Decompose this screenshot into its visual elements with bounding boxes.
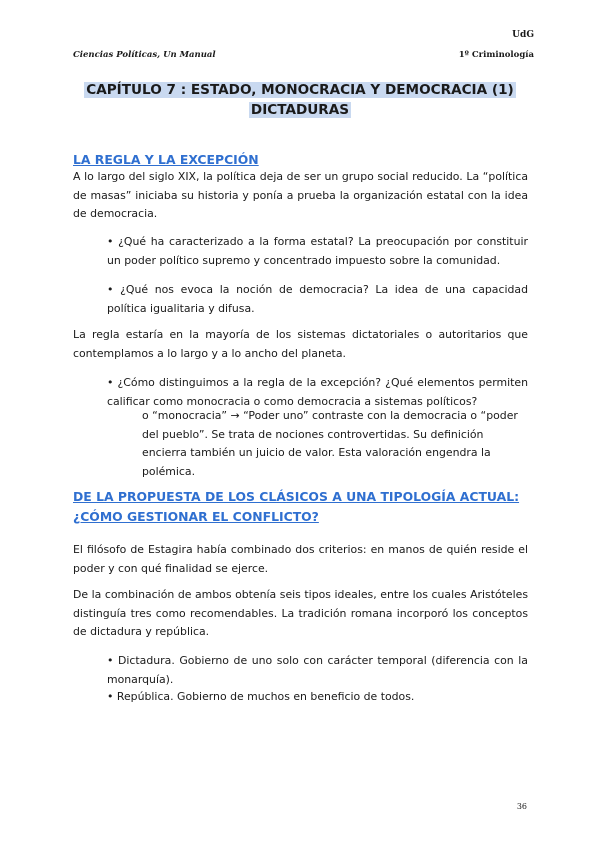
section-heading-line2: ¿CÓMO GESTIONAR EL CONFLICTO? (73, 509, 319, 524)
page-number: 36 (516, 802, 527, 811)
header-course: 1º Criminología (458, 50, 534, 60)
chapter-title-line1: CAPÍTULO 7 : ESTADO, MONOCRACIA Y DEMOCRACIA (1) (86, 82, 514, 98)
paragraph: La regla estaría en la mayoría de los sistemas dictatoriales o autoritarios que contemplamos a lo largo y a lo ancho del planeta. (73, 328, 528, 360)
header-institution: UdG (512, 30, 534, 40)
chapter-title-line2: DICTADURAS (250, 102, 350, 118)
paragraph: El filósofo de Estagira había combinado dos criterios: en manos de quién reside el poder y con qué finalidad se ejerce. (73, 543, 528, 575)
chapter-title (60, 80, 540, 120)
bullet-item: • ¿Qué ha caracterizado a la forma estatal? La preocupación por constituir un poder político supremo y concentrado impuesto sobre la comunidad. (107, 235, 528, 267)
bullet-item: • ¿Cómo distinguimos a la regla de la excepción? ¿Qué elementos permiten calificar como monocracia o como democracia a sistemas políticos? (107, 376, 528, 408)
bullet-item: • República. Gobierno de muchos en beneficio de todos. (107, 690, 415, 703)
section-heading-classics (73, 487, 528, 527)
paragraph: A lo largo del siglo XIX, la política deja de ser un grupo social reducido. La “política de masas” iniciaba su historia y ponía a prueba la organización estatal con la idea de democracia. (73, 170, 528, 220)
bullet-item: • Dictadura. Gobierno de uno solo con carácter temporal (diferencia con la monarquía). (107, 654, 528, 686)
section-heading-line1: DE LA PROPUESTA DE LOS CLÁSICOS A UNA TIPOLOGÍA ACTUAL: (73, 489, 520, 504)
header-book-title: Ciencias Políticas, Un Manual (73, 50, 216, 60)
paragraph: De la combinación de ambos obtenía seis tipos ideales, entre los cuales Aristóteles distinguía tres como recomendables. La tradición romana incorporó los conceptos de dictadura y república. (73, 588, 528, 638)
sub-bullet-item: o “monocracia” → “Poder uno” contraste con la democracia o “poder del pueblo”. Se trata de nociones controvertidas. Su definición encierra también un juicio de valor. Esta valoración engendra la polémica. (142, 409, 518, 478)
section-heading-rule-exception: LA REGLA Y LA EXCEPCIÓN (73, 152, 259, 167)
bullet-item: • ¿Qué nos evoca la noción de democracia? La idea de una capacidad política igualitaria y difusa. (107, 283, 528, 315)
